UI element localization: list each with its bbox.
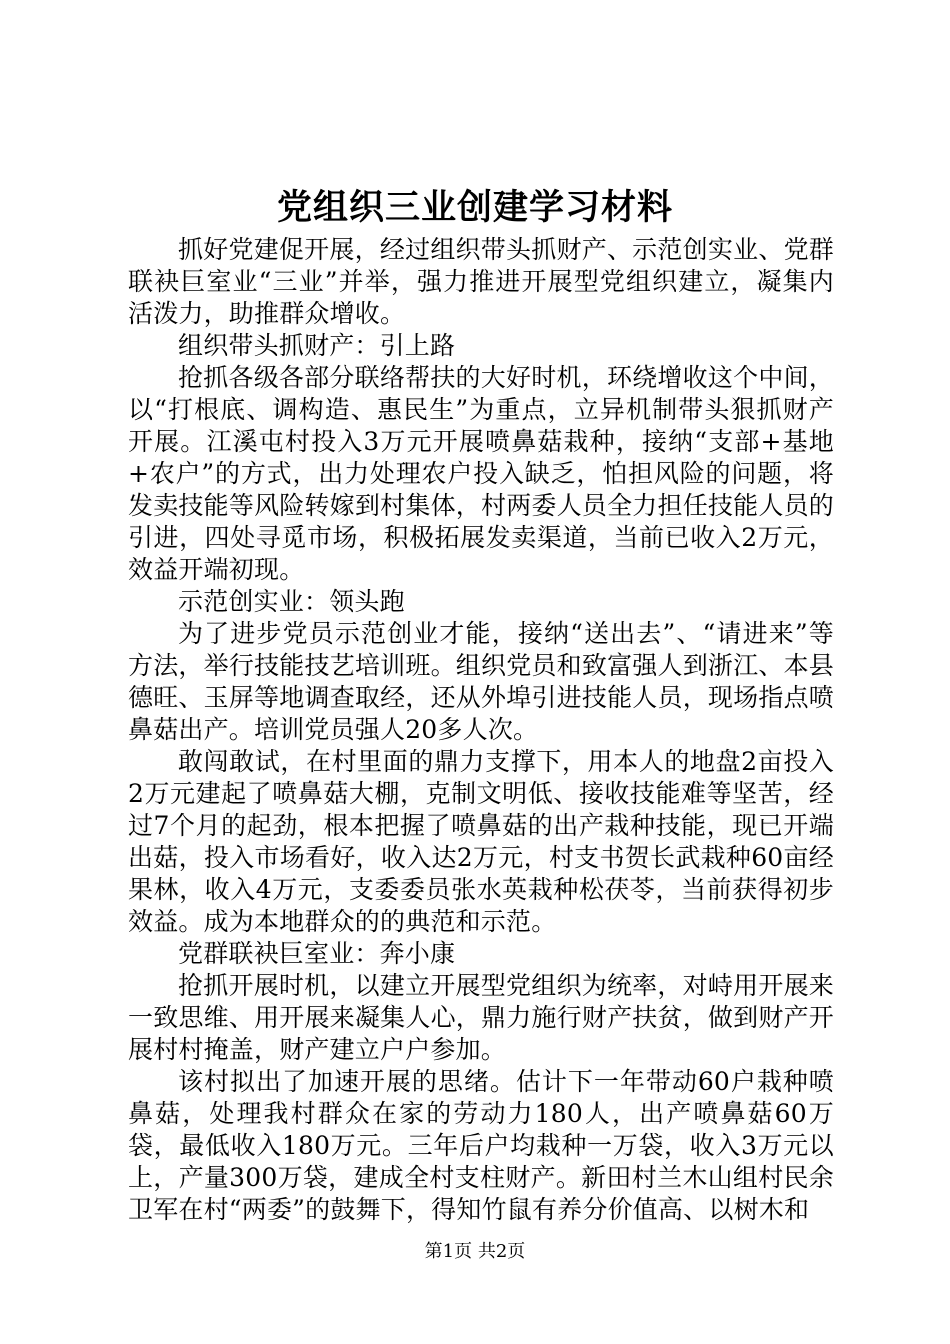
body-paragraph: 抢抓开展时机，以建立开展型党组织为统率，对峙用开展来一致思维、用开展来凝集人心，鼎力施行财产扶贫，做到财产开展村村掩盖，财产建立户户参加。	[128, 971, 834, 1064]
document-title: 党组织三业创建学习材料	[276, 187, 673, 228]
section-heading: 党群联袂巨室业：奔小康	[178, 939, 456, 968]
body-paragraph: 该村拟出了加速开展的思绪。估计下一年带动60户栽种喷鼻菇，处理我村群众在家的劳动力180人，出产喷鼻菇60万袋，最低收入180万元。三年后户均栽种一万袋，收入3万元以上，产量300万袋，建成全村支柱财产。新田村兰木山组村民余卫军在村“两委”的鼓舞下，得知竹鼠有养分价值高、以树木和	[128, 1067, 834, 1224]
intro-paragraph: 抓好党建促开展，经过组织带头抓财产、示范创实业、党群联袂巨室业“三业”并举，强力推进开展型党组织建立，凝集内活泼力，助推群众增收。	[128, 235, 834, 328]
page-number-footer: 第1页 共2页	[424, 1241, 526, 1262]
body-paragraph: 为了进步党员示范创业才能，接纳“送出去”、“请进来”等方法，举行技能技艺培训班。组织党员和致富强人到浙江、本县德旺、玉屏等地调查取经，还从外埠引进技能人员，现场指点喷鼻菇出产。培训党员强人20多人次。	[128, 619, 834, 744]
section-heading: 组织带头抓财产：引上路	[178, 331, 456, 360]
document-body	[128, 234, 834, 1226]
section-heading: 示范创实业：领头跑	[178, 587, 405, 616]
body-paragraph: 敢闯敢试，在村里面的鼎力支撑下，用本人的地盘2亩投入2万元建起了喷鼻菇大棚，克制文明低、接收技能难等坚苦，经过7个月的起劲，根本把握了喷鼻菇的出产栽种技能，现已开端出菇，投入市场看好，收入达2万元，村支书贺长武栽种60亩经果林，收入4万元，支委委员张水英栽种松茯苓，当前获得初步效益。成为本地群众的的典范和示范。	[128, 747, 834, 936]
body-paragraph: 抢抓各级各部分联络帮扶的大好时机，环绕增收这个中间，以“打根底、调构造、惠民生”为重点，立异机制带头狠抓财产开展。江溪屯村投入3万元开展喷鼻菇栽种，接纳“支部+基地+农户”的方式，出力处理农户投入缺乏，怕担风险的问题，将发卖技能等风险转嫁到村集体，村两委人员全力担任技能人员的引进，四处寻觅市场，积极拓展发卖渠道，当前已收入2万元，效益开端初现。	[128, 363, 834, 584]
